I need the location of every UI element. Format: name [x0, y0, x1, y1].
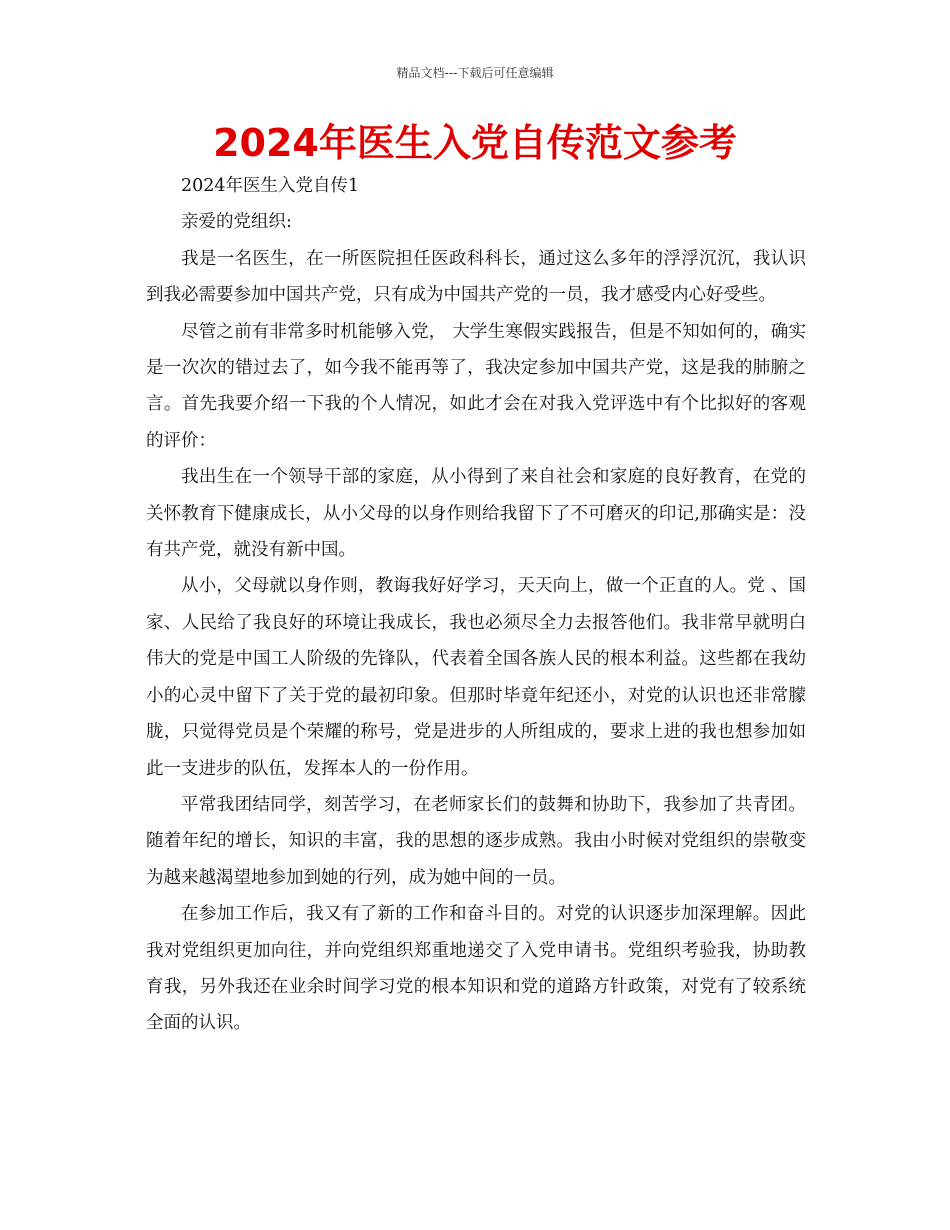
document-body — [146, 168, 806, 1042]
salutation: 亲爱的党组织: — [181, 212, 292, 233]
paragraph-6: 在参加工作后，我又有了新的工作和奋斗目的。对党的认识逐步加深理解。因此我对党组织更加向往，并向党组织郑重地递交了入党申请书。党组织考验我，协助教育我，另外我还在业余时间学习党的根本知识和党的道路方针政策，对党有了较系统全面的认识。 — [146, 904, 806, 1034]
document-title: 2024年医生入党自传范文参考 — [213, 121, 737, 165]
paragraph-5: 平常我团结同学，刻苦学习，在老师家长们的鼓舞和协助下，我参加了共青团。随着年纪的增长，知识的丰富，我的思想的逐步成熟。我由小时候对党组织的崇敬变为越来越渴望地参加到她的行列，成为她中间的一员。 — [146, 794, 806, 888]
paragraph-2: 尽管之前有非常多时机能够入党， 大学生寒假实践报告，但是不知如何的，确实是一次次的错过去了，如今我不能再等了，我决定参加中国共产党，这是我的肺腑之言。首先我要介绍一下我的个人情况，如此才会在对我入党评选中有个比拟好的客观的评价： — [146, 321, 806, 451]
document-subtitle: 2024年医生入党自传1 — [181, 176, 360, 196]
paragraph-1: 我是一名医生，在一所医院担任医政科科长，通过这么多年的浮浮沉沉，我认识到我必需要参加中国共产党，只有成为中国共产党的一员，我才感受内心好受些。 — [146, 248, 806, 306]
header-note: 精品文档---下载后可任意编辑 — [396, 66, 554, 80]
paragraph-3: 我出生在一个领导干部的家庭，从小得到了来自社会和家庭的良好教育，在党的关怀教育下健康成长，从小父母的以身作则给我留下了不可磨灭的印记,那确实是：没有共产党，就没有新中国。 — [146, 467, 806, 561]
paragraph-4: 从小，父母就以身作则，教诲我好好学习，天天向上，做一个正直的人。党 、国家、人民给了我良好的环境让我成长，我也必须尽全力去报答他们。我非常早就明白伟大的党是中国工人阶级的先锋队，代表着全国各族人民的根本利益。这些都在我幼小的心灵中留下了关于党的最初印象。但那时毕竟年纪还小，对党的认识也还非常朦胧，只觉得党员是个荣耀的称号，党是进步的人所组成的，要求上进的我也想参加如此一支进步的队伍，发挥本人的一份作用。 — [146, 576, 806, 779]
